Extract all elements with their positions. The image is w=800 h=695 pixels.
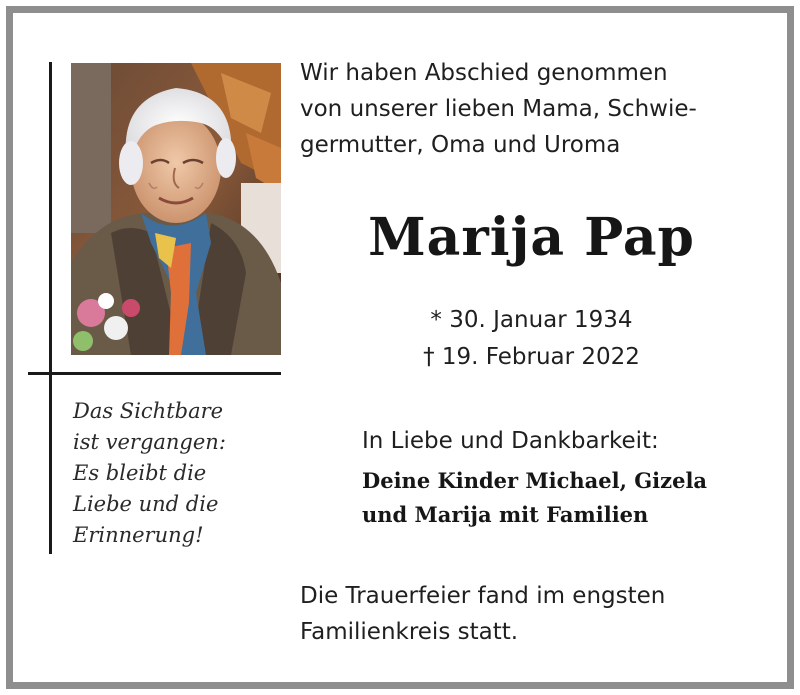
intro-line: von unserer lieben Mama, Schwie-	[300, 96, 697, 122]
cross-vertical-line	[49, 62, 52, 554]
life-dates	[300, 302, 763, 376]
funeral-note	[300, 578, 665, 650]
death-date: † 19. Februar 2022	[423, 344, 640, 370]
quote-line: ist vergangen:	[73, 430, 226, 454]
deceased-name: Marija Pap	[368, 207, 695, 268]
closing-line: Die Trauerfeier fand im engsten	[300, 583, 666, 609]
mourners-line: Deine Kinder Michael, Gizela	[362, 468, 708, 493]
intro-line: Wir haben Abschied genommen	[300, 60, 668, 86]
memorial-quote	[73, 396, 273, 551]
farewell-intro	[300, 55, 770, 163]
cross-horizontal-line	[28, 372, 281, 375]
mourners-names	[362, 464, 707, 532]
quote-line: Liebe und die	[73, 492, 219, 516]
quote-line: Das Sichtbare	[73, 399, 224, 423]
intro-line: germutter, Oma und Uroma	[300, 132, 621, 158]
closing-line: Familienkreis statt.	[300, 619, 519, 645]
quote-line: Erinnerung!	[73, 523, 204, 547]
mourners-intro: In Liebe und Dankbarkeit:	[362, 428, 659, 454]
portrait-photo	[71, 63, 281, 355]
birth-date: * 30. Januar 1934	[430, 307, 633, 333]
quote-line: Es bleibt die	[73, 461, 207, 485]
mourners-line: und Marija mit Familien	[362, 502, 649, 527]
